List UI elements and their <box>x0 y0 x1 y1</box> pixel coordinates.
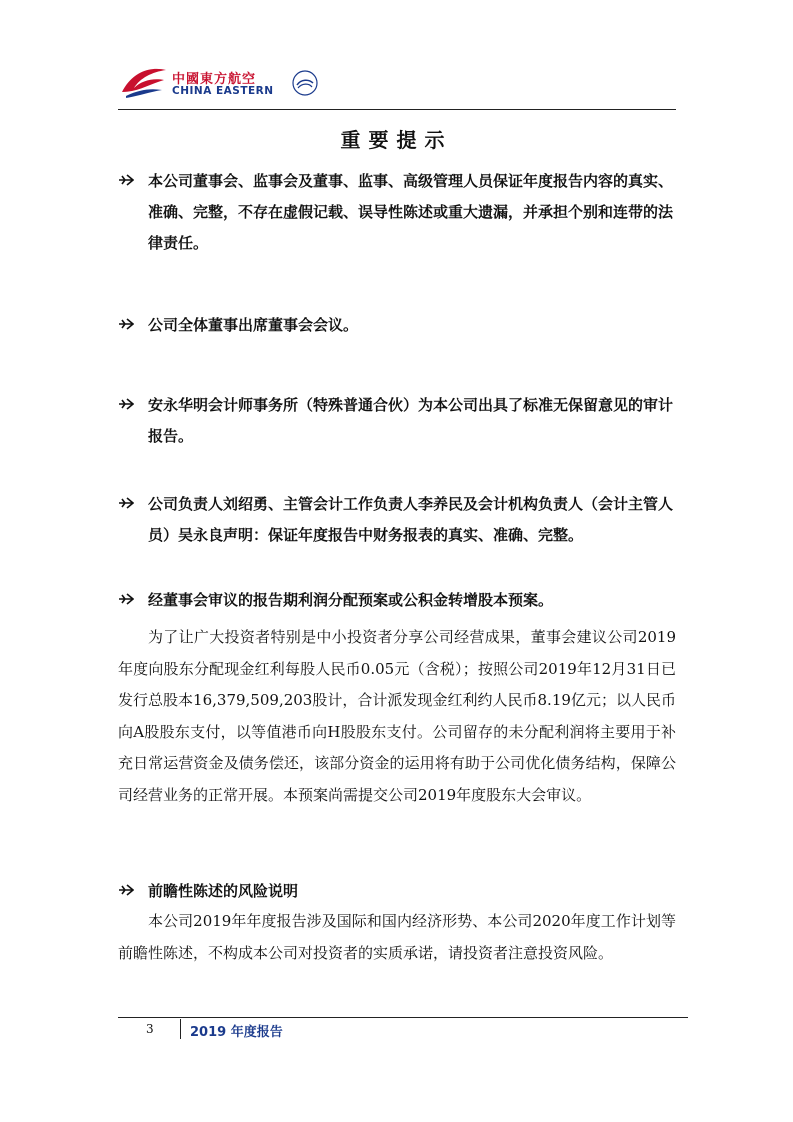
airplane-arrow-icon <box>118 396 134 412</box>
notice-text: 安永华明会计师事务所（特殊普通合伙）为本公司出具了标准无保留意见的审计报告。 <box>148 396 674 445</box>
notice-text: 本公司董事会、监事会及董事、监事、高级管理人员保证年度报告内容的真实、准确、完整，不存在虚假记载、误导性陈述或重大遗漏，并承担个别和连带的法律责任。 <box>148 172 674 252</box>
logo-chinese-name: 中國東方航空 <box>172 72 257 87</box>
notice-text: 经董事会审议的报告期利润分配预案或公积金转增股本预案。 <box>148 591 554 609</box>
page-title: 重要提示 <box>340 128 453 152</box>
airplane-arrow-icon <box>118 591 134 607</box>
airplane-arrow-icon <box>118 316 134 332</box>
page-number: 3 <box>146 1022 154 1036</box>
skyteam-seal-icon <box>290 68 320 98</box>
airplane-arrow-icon <box>118 172 134 188</box>
notice-text: 前瞻性陈述的风险说明 <box>148 882 299 900</box>
logo-english-name: CHINA EASTERN <box>172 85 274 97</box>
airplane-arrow-icon <box>118 495 134 511</box>
profit-distribution-paragraph: 为了让广大投资者特别是中小投资者分享公司经营成果，董事会建议公司2019年度向股东分配现金红利每股人民币0.05元（含税）；按照公司2019年12月31日已发行总股本16,379,509,203股计，合计派发现金红利约人民币8.19亿元；以人民币向A股股东支付，以等值港币向H股股东支付。公司留存的未分配利润将主要用于补充日常运营资金及债务偿还，该部分资金的运用将有助于公司优化债务结构，保障公司经营业务的正常开展。本预案尚需提交公司2019年度股东大会审议。 <box>118 628 676 804</box>
footer-divider <box>118 1017 688 1018</box>
notice-text: 公司负责人刘绍勇、主管会计工作负责人李养民及会计机构负责人（会计主管人员）吴永良声明：保证年度报告中财务报表的真实、准确、完整。 <box>148 495 674 544</box>
notice-text: 公司全体董事出席董事会会议。 <box>148 316 359 334</box>
header-divider <box>118 109 676 110</box>
china-eastern-logo <box>120 64 300 104</box>
footer-separator <box>180 1019 181 1039</box>
airplane-arrow-icon <box>118 882 134 898</box>
forward-looking-paragraph: 本公司2019年年度报告涉及国际和国内经济形势、本公司2020年度工作计划等前瞻性陈述，不构成本公司对投资者的实质承诺，请投资者注意投资风险。 <box>118 912 676 962</box>
footer-report-label: 2019 年度报告 <box>190 1025 283 1040</box>
swallow-logo-icon <box>120 64 168 102</box>
